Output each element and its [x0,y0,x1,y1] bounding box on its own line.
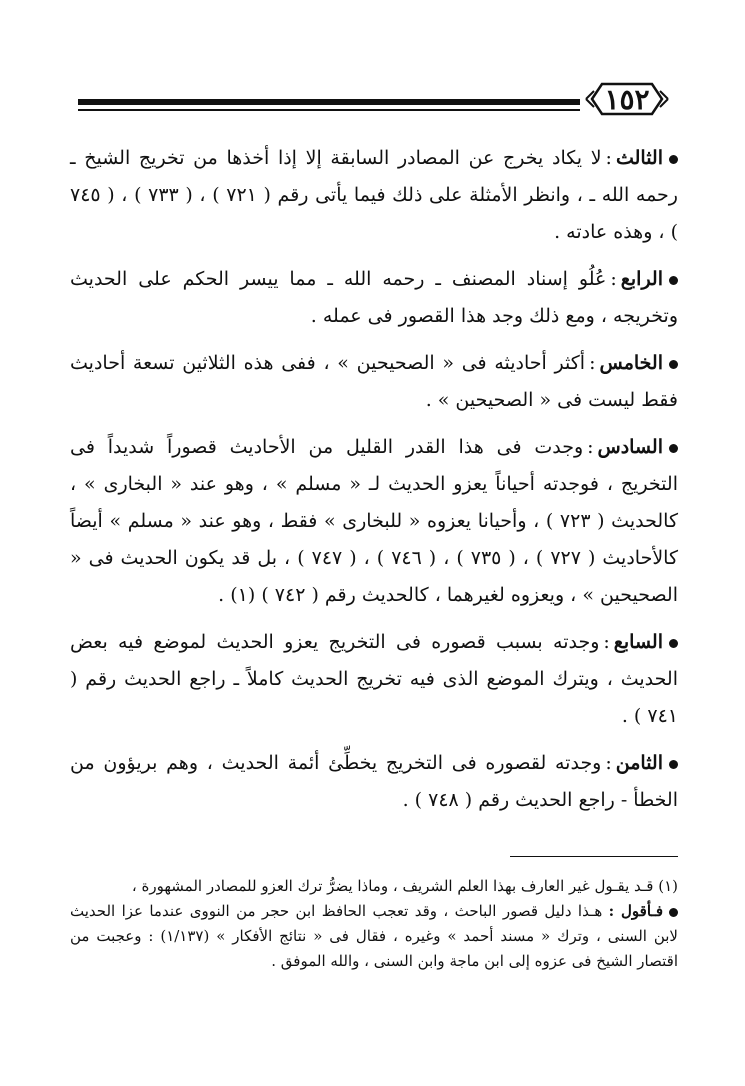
header-rule-thick [78,99,580,105]
paragraph-term: السادس [597,436,663,458]
paragraph-text: وجدته بسبب قصوره فى التخريج يعزو الحديث لموضع فيه بعض الحديث ، ويترك الموضع الذى فيه تخريج الحديث كاملاً ـ راجع الحديث رقم ( ٧٤١ ) . [70,631,678,727]
paragraph-fourth: الرابع:عُلُو إسناد المصنف ـ رحمه الله ـ مما ييسر الحكم على الحديث وتخريجه ، ومع ذلك وجد هذا القصور فى عمله . [70,268,678,327]
bullet-icon [669,444,678,453]
paragraph-seventh: السابع:وجدته بسبب قصوره فى التخريج يعزو الحديث لموضع فيه بعض الحديث ، ويترك الموضع الذى فيه تخريج الحديث كاملاً ـ راجع الحديث رقم ( ٧٤١ ) . [70,631,678,727]
footnote-text: هـذا دليل قصور الباحث ، وقد تعجب الحافظ ابن حجر من النووى عندما عزا الحديث لابن السنى ، وترك « مسند أحمد » وغيره ، فقال فى « نتائج الأفكار » (١/١٣٧) : وعجبت من اقتصار الشيخ فى عزوه إلى ابن ماجة وابن السنى ، والله الموفق . [70,902,678,970]
paragraph-term: الرابع [620,268,663,290]
main-text [70,140,678,829]
page-number-frame [582,78,672,120]
bullet-icon [669,908,678,917]
paragraph-term: الخامس [599,352,663,374]
bullet-icon [669,276,678,285]
footnote-line-2 [70,899,678,974]
bullet-icon [669,155,678,164]
paragraph-term: الثامن [615,752,663,774]
footnote [70,874,678,974]
header-rule-thin [78,109,580,111]
page-number: ١٥٢ [604,82,650,116]
footnote-divider [510,856,678,857]
paragraph-text: وجدت فى هذا القدر القليل من الأحاديث قصوراً شديداً فى التخريج ، فوجدته أحياناً يعزو الحديث لـ « مسلم » ، وهو عند « البخارى » ، كالحديث ( ٧٢٣ ) ، وأحيانا يعزوه « للبخارى » فقط ، وهو عند « مسلم » أيضاً كالأحاديث ( ٧٢٧ ) ، ( ٧٣٥ ) ، ( ٧٤٦ ) ، ( ٧٤٧ ) ، بل قد يكون الحديث فى « الصحيحين » ، ويعزوه لغيرهما ، كالحديث رقم ( ٧٤٢ ) (١) . [70,436,678,606]
footnote-term: فـأقول : [608,902,663,920]
paragraph-term: الثالث [615,147,663,169]
footnote-line-1: (١) قـد يقـول غير العارف بهذا العلم الشريف ، وماذا يضرُّ ترك العزو للمصادر المشهورة ، [131,877,678,895]
paragraph-text: وجدته لقصوره فى التخريج يخطِّئ أئمة الحديث ، وهم بريؤون من الخطأ - راجع الحديث رقم ( ٧٤٨ ) . [70,752,678,811]
paragraph-text: أكثر أحاديثه فى « الصحيحين » ، ففى هذه الثلاثين تسعة أحاديث فقط ليست فى « الصحيحين » . [70,352,678,411]
paragraph-term: السابع [613,631,663,653]
paragraph-third: الثالث:لا يكاد يخرج عن المصادر السابقة إلا إذا أخذها من تخريج الشيخ ـ رحمه الله ـ ، وانظر الأمثلة على ذلك فيما يأتى رقم ( ٧٢١ ) ، ( ٧٣٣ ) ، ( ٧٤٥ ) ، وهذه عادته . [70,147,678,243]
paragraph-eighth: الثامن:وجدته لقصوره فى التخريج يخطِّئ أئمة الحديث ، وهم بريؤون من الخطأ - راجع الحديث رقم ( ٧٤٨ ) . [70,752,678,811]
paragraph-fifth: الخامس:أكثر أحاديثه فى « الصحيحين » ، ففى هذه الثلاثين تسعة أحاديث فقط ليست فى « الصحيحين » . [70,352,678,411]
bullet-icon [669,639,678,648]
page-header [70,78,676,120]
paragraph-sixth: السادس:وجدت فى هذا القدر القليل من الأحاديث قصوراً شديداً فى التخريج ، فوجدته أحياناً يعزو الحديث لـ « مسلم » ، وهو عند « البخارى » ، كالحديث ( ٧٢٣ ) ، وأحيانا يعزوه « للبخارى » فقط ، وهو عند « مسلم » أيضاً كالأحاديث ( ٧٢٧ ) ، ( ٧٣٥ ) ، ( ٧٤٦ ) ، ( ٧٤٧ ) ، بل قد يكون الحديث فى « الصحيحين » ، ويعزوه لغيرهما ، كالحديث رقم ( ٧٤٢ ) (١) . [70,436,678,606]
paragraph-text: لا يكاد يخرج عن المصادر السابقة إلا إذا أخذها من تخريج الشيخ ـ رحمه الله ـ ، وانظر الأمثلة على ذلك فيما يأتى رقم ( ٧٢١ ) ، ( ٧٣٣ ) ، ( ٧٤٥ ) ، وهذه عادته . [70,147,678,243]
bullet-icon [669,760,678,769]
paragraph-text: عُلُو إسناد المصنف ـ رحمه الله ـ مما ييسر الحكم على الحديث وتخريجه ، ومع ذلك وجد هذا القصور فى عمله . [70,268,678,327]
bullet-icon [669,360,678,369]
